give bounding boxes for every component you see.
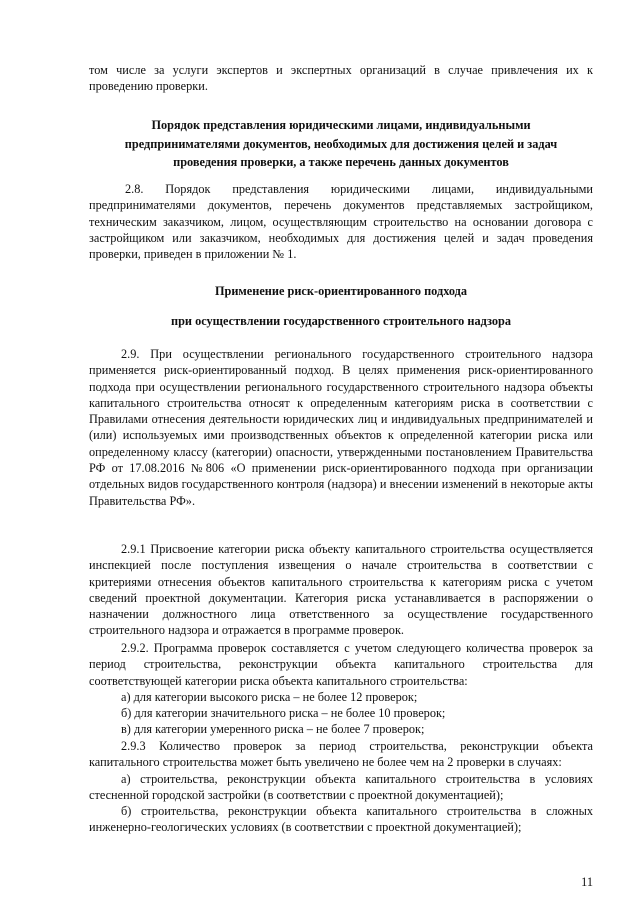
paragraph-2-9-2: 2.9.2. Программа проверок составляется с учетом следующего количества проверок за период строительства, реконструкции объекта капитального строительства для соответствующей категории риска объекта капитального строительства: [89, 641, 593, 688]
paragraph-2-9-1: 2.9.1 Присвоение категории риска объекту капитального строительства осуществляется инспекцией после поступления извещения о начале строительства в соответствии с критериями отнесения объектов капитального строительства к категориям риска с учетом сведений проектной документации. Категория риска устанавливается в распоряжении о назначении должностного лица ответственного за осуществление государственного строительного надзора и отражается в программе проверок. [89, 542, 593, 638]
list-item-high-risk: а) для категории высокого риска – не более 12 проверок; [121, 690, 418, 704]
paragraph-case-b: б) строительства, реконструкции объекта капитального строительства в сложных инженерно-геологических условиях (в соответствии с проектной документацией); [89, 804, 593, 835]
list-item-significant-risk: б) для категории значительного риска – не более 10 проверок; [121, 706, 446, 720]
list-item-moderate-risk: в) для категории умеренного риска – не более 7 проверок; [121, 722, 425, 736]
section-heading-risk-line2: при осуществлении государственного строительного надзора [170, 314, 511, 328]
paragraph-2-9: 2.9. При осуществлении регионального государственного строительного надзора применяется риск-ориентированный подход. В целях применения риск-ориентированного подхода при осуществлении регионального государственного строительного надзора объекты капитального строительства относят к определенным категориям риска в соответствии с Правилами отнесения деятельности юридических лиц и индивидуальных предпринимателей и (или) используемых ими производственных объектов к определенной категории риска или определенному классу (категории) опасности, утвержденными постановлением Правительства РФ от 17.08.2016 №806 «О применении риск-ориентированного подхода при организации отдельных видов государственного контроля (надзора) и внесении изменений в некоторые акты Правительства РФ». [89, 347, 593, 508]
section-heading-risk-line1: Применение риск-ориентированного подхода [214, 284, 468, 298]
paragraph-case-a: а) строительства, реконструкции объекта капитального строительства в условиях стесненной городской застройки (в соответствии с проектной документацией); [89, 772, 593, 803]
paragraph-continuation: том числе за услуги экспертов и экспертных организаций в случае привлечения их к проведению проверки. [89, 63, 593, 94]
paragraph-2-9-3: 2.9.3 Количество проверок за период строительства, реконструкции объекта капитального строительства может быть увеличено не более чем на 2 проверки в случаях: [89, 739, 593, 770]
page-number: 11 [581, 875, 593, 889]
paragraph-2-8: 2.8. Порядок представления юридическими лицами, индивидуальными предпринимателями документов, перечень документов представляемых застройщиком, техническим заказчиком, лицом, осуществляющим строительство на основании договора с застройщиком или заказчиком, необходимых для достижения целей и задач проведения проверки, приведен в приложении № 1. [89, 182, 593, 262]
section-heading-documents: Порядок представления юридическими лицами, индивидуальными предпринимателями документов, необходимых для достижения целей и задач проведения проверки, а также перечень данных документов [124, 118, 558, 169]
